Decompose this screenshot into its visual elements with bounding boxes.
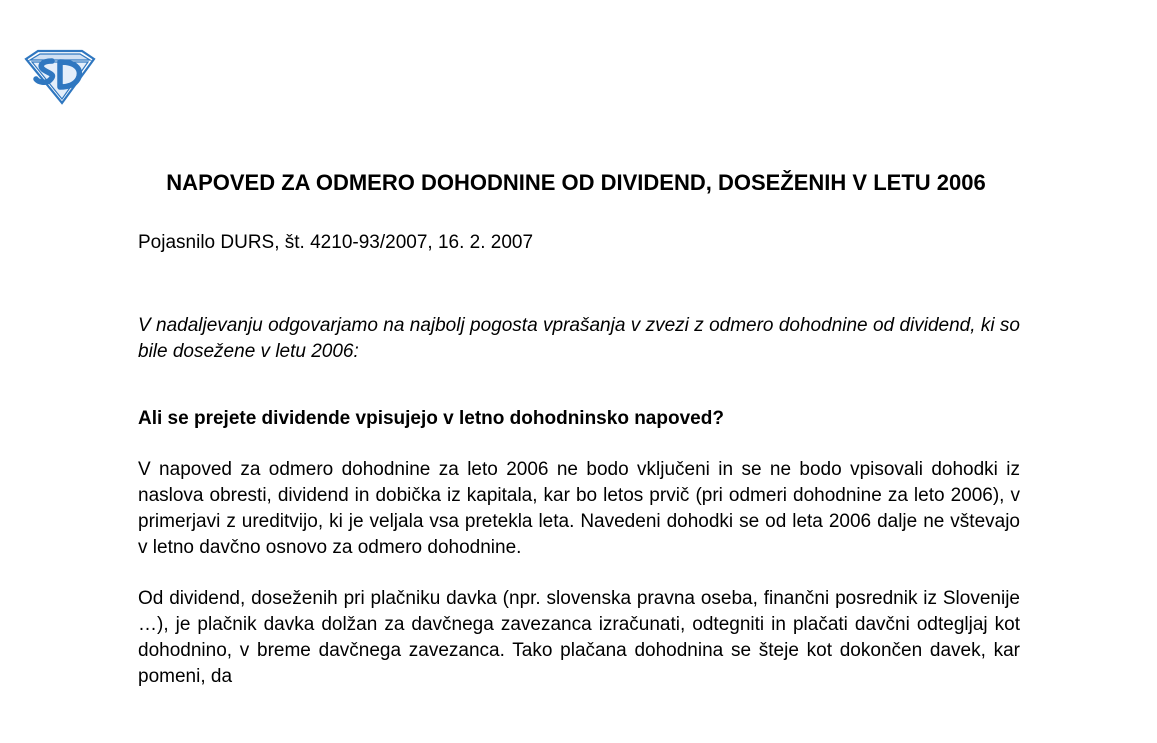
intro-paragraph: V nadaljevanju odgovarjamo na najbolj pogosta vprašanja v zvezi z odmero dohodnine od dividend, ki so bile dosežene v letu 2006: [138,315,1020,362]
document-title: NAPOVED ZA ODMERO DOHODNINE OD DIVIDEND, DOSEŽENIH V LETU 2006 [166,170,986,195]
document-source-reference: Pojasnilo DURS, št. 4210-93/2007, 16. 2. 2007 [138,232,534,253]
answer-paragraph-1: V napoved za odmero dohodnine za leto 2006 ne bodo vključeni in se ne bodo vpisovali dohodki iz naslova obresti, dividend in dobička iz kapitala, kar bo letos prvič (pri odmeri dohodnine za leto 2006), v primerjavi z ureditvijo, ki je veljala vsa pretekla leta. Navedeni dohodki se od leta 2006 dalje ne vštevajo v letno davčno osnovo za odmero dohodnine. [138,459,1020,558]
question-heading: Ali se prejete dividende vpisujejo v letno dohodninsko napoved? [138,408,724,429]
durs-logo-icon [22,49,96,105]
document-body [138,168,1020,690]
answer-paragraph-2: Od dividend, doseženih pri plačniku davka (npr. slovenska pravna oseba, finančni posrednik iz Slovenije …), je plačnik davka dolžan za davčnega zavezanca izračunati, odtegniti in plačati davčni odtegljaj kot dohodnino, v breme davčnega zavezanca. Tako plačana dohodnina se šteje kot dokončen davek, kar pomeni, da [138,588,1020,687]
